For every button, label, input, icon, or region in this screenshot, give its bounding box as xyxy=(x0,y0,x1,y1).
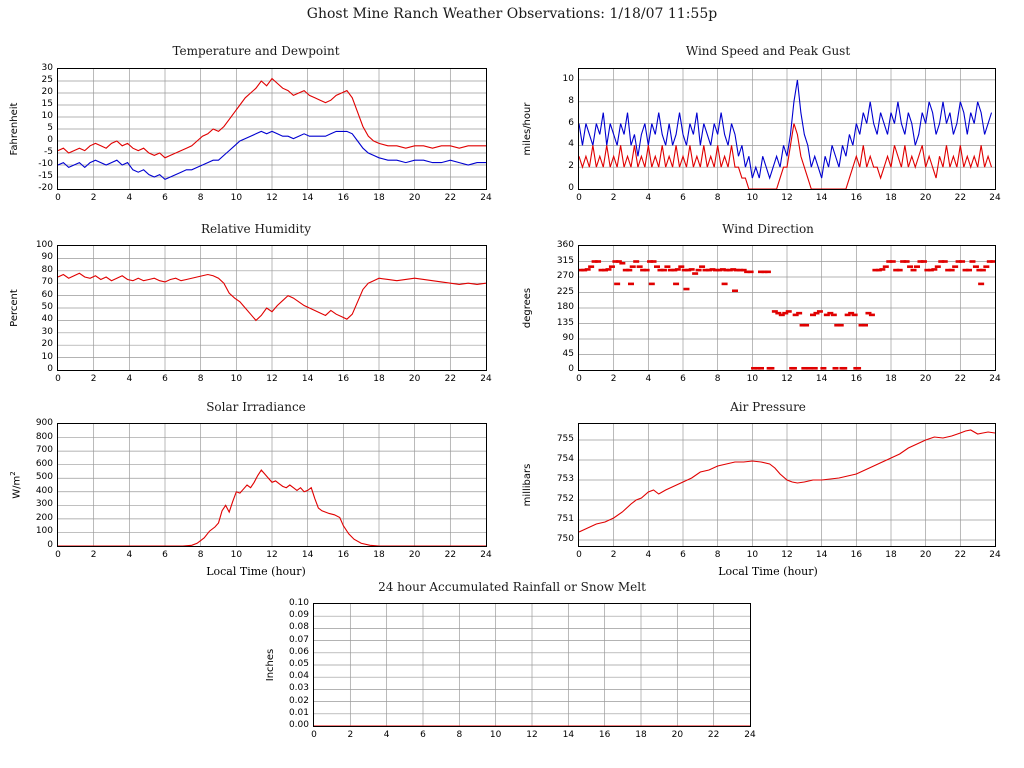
x-tick-label: 20 xyxy=(408,374,421,384)
x-tick-label: 14 xyxy=(815,550,828,560)
x-tick-label: 8 xyxy=(197,550,204,560)
x-tick-label: 0 xyxy=(55,550,61,560)
x-tick-label: 8 xyxy=(714,550,721,560)
y-tick-label: 0 xyxy=(47,135,53,145)
x-tick-label: 22 xyxy=(444,374,457,384)
y-tick-label: 15 xyxy=(41,99,53,109)
x-tick-label: 6 xyxy=(680,193,686,203)
x-tick-label: 6 xyxy=(680,550,686,560)
x-tick-label: 4 xyxy=(645,550,652,560)
x-tick-label: 4 xyxy=(126,550,133,560)
x-tick-label: 16 xyxy=(850,193,863,203)
y-tick-label: 0.07 xyxy=(288,634,309,645)
x-tick-label: 20 xyxy=(919,193,932,203)
x-tick-label: 14 xyxy=(815,374,828,384)
y-tick-label: 900 xyxy=(35,418,53,428)
y-tick-label: 6 xyxy=(568,117,574,128)
y-axis-label: Percent xyxy=(9,289,20,327)
y-axis-label: millibars xyxy=(522,463,533,507)
x-tick-label: 20 xyxy=(919,374,932,384)
y-tick-label: 0.03 xyxy=(288,683,309,694)
y-tick-label: -5 xyxy=(44,147,53,157)
y-tick-label: 0.10 xyxy=(288,598,309,608)
x-tick-label: 4 xyxy=(126,193,133,203)
y-tick-label: 45 xyxy=(562,348,574,359)
y-axis-label: Inches xyxy=(265,648,276,682)
x-tick-label: 8 xyxy=(714,374,721,384)
x-tick-label: 16 xyxy=(850,550,863,560)
y-tick-label: 50 xyxy=(41,302,53,312)
x-tick-label: 12 xyxy=(781,193,793,203)
y-tick-label: 10 xyxy=(562,73,574,84)
y-tick-label: 360 xyxy=(556,240,574,250)
y-tick-label: -20 xyxy=(38,183,53,193)
y-tick-label: 751 xyxy=(556,514,574,524)
x-tick-label: 6 xyxy=(680,374,686,384)
x-tick-label: 22 xyxy=(954,550,967,560)
x-tick-label: 16 xyxy=(337,550,350,560)
y-tick-label: 30 xyxy=(41,326,53,337)
y-tick-label: 8 xyxy=(568,95,574,106)
y-tick-label: 225 xyxy=(556,286,574,297)
x-tick-label: 22 xyxy=(444,550,457,560)
x-tick-label: 14 xyxy=(301,193,314,203)
x-tick-label: 0 xyxy=(576,374,582,384)
plot-box-humidity xyxy=(57,245,487,371)
x-tick-label: 2 xyxy=(90,550,97,560)
y-tick-label: 180 xyxy=(556,302,574,312)
y-tick-label: 0 xyxy=(568,364,574,374)
x-tick-label: 20 xyxy=(408,550,421,560)
x-tick-label: 14 xyxy=(301,550,314,560)
y-tick-label: 0 xyxy=(568,183,574,193)
x-tick-label: 2 xyxy=(610,550,617,560)
y-tick-label: 20 xyxy=(41,339,53,350)
x-tick-label: 6 xyxy=(162,193,168,203)
x-tick-label: 18 xyxy=(373,550,385,560)
x-tick-label: 6 xyxy=(162,374,168,384)
y-tick-label: 5 xyxy=(47,123,53,133)
x-tick-label: 20 xyxy=(671,730,684,740)
x-tick-label: 24 xyxy=(480,550,492,560)
y-tick-label: 0 xyxy=(47,540,53,550)
y-tick-label: 10 xyxy=(41,111,53,121)
x-tick-label: 2 xyxy=(347,730,354,740)
x-tick-label: 4 xyxy=(383,730,390,740)
y-tick-label: 30 xyxy=(41,63,53,73)
y-tick-label: 25 xyxy=(41,75,53,85)
y-tick-label: 753 xyxy=(556,474,574,484)
x-tick-label: 18 xyxy=(373,193,385,203)
x-tick-label: 0 xyxy=(55,193,61,203)
x-tick-label: 0 xyxy=(311,730,317,740)
x-tick-label: 10 xyxy=(746,193,759,203)
x-tick-label: 12 xyxy=(266,550,278,560)
x-tick-label: 6 xyxy=(420,730,426,740)
plot-box-wind xyxy=(578,68,996,190)
x-tick-label: 0 xyxy=(576,550,582,560)
x-tick-label: 18 xyxy=(885,193,897,203)
chart-title: Wind Speed and Peak Gust xyxy=(685,44,851,58)
y-tick-label: 754 xyxy=(556,454,574,464)
plot-box-solar xyxy=(57,423,487,547)
y-tick-label: 0.02 xyxy=(288,695,309,706)
y-axis-label: miles/hour xyxy=(522,102,533,156)
y-tick-label: 2 xyxy=(568,161,574,172)
y-tick-label: 0.06 xyxy=(288,646,309,657)
chart-title: Solar Irradiance xyxy=(206,400,306,414)
x-tick-label: 18 xyxy=(885,550,897,560)
plot-box-winddir xyxy=(578,245,996,371)
y-tick-label: 800 xyxy=(35,431,53,442)
x-tick-label: 2 xyxy=(610,193,617,203)
y-tick-label: 755 xyxy=(556,434,574,444)
y-tick-label: 0.08 xyxy=(288,622,309,633)
x-tick-label: 6 xyxy=(162,550,168,560)
x-axis-label: Local Time (hour) xyxy=(718,565,818,578)
y-tick-label: 0.09 xyxy=(288,610,309,621)
x-tick-label: 14 xyxy=(815,193,828,203)
x-tick-label: 10 xyxy=(230,374,243,384)
y-tick-label: 40 xyxy=(41,314,53,325)
y-tick-label: 10 xyxy=(41,351,53,362)
x-tick-label: 8 xyxy=(197,374,204,384)
y-tick-label: 90 xyxy=(41,252,53,263)
x-tick-label: 10 xyxy=(746,374,759,384)
chart-title: Air Pressure xyxy=(730,400,806,414)
y-tick-label: 200 xyxy=(35,512,53,523)
x-tick-label: 22 xyxy=(954,374,967,384)
y-axis-label: Fahrenheit xyxy=(9,102,20,156)
chart-title: 24 hour Accumulated Rainfall or Snow Melt xyxy=(378,580,646,594)
y-tick-label: 270 xyxy=(556,271,574,281)
x-tick-label: 10 xyxy=(746,550,759,560)
x-tick-label: 12 xyxy=(266,193,278,203)
x-tick-label: 4 xyxy=(645,374,652,384)
x-tick-label: 4 xyxy=(126,374,133,384)
x-tick-label: 10 xyxy=(230,193,243,203)
y-tick-label: 315 xyxy=(556,255,574,266)
y-tick-label: 135 xyxy=(556,317,574,328)
x-tick-label: 4 xyxy=(645,193,652,203)
y-tick-label: 0.04 xyxy=(288,671,309,682)
x-axis-label: Local Time (hour) xyxy=(206,565,306,578)
y-tick-label: 100 xyxy=(35,240,53,250)
x-tick-label: 22 xyxy=(954,193,967,203)
chart-title: Temperature and Dewpoint xyxy=(172,44,340,58)
plot-box-rainfall xyxy=(313,603,751,727)
x-tick-label: 8 xyxy=(197,193,204,203)
x-tick-label: 12 xyxy=(781,550,793,560)
x-tick-label: 20 xyxy=(408,193,421,203)
x-tick-label: 22 xyxy=(444,193,457,203)
x-tick-label: 24 xyxy=(480,374,492,384)
x-tick-label: 18 xyxy=(635,730,647,740)
x-tick-label: 0 xyxy=(55,374,61,384)
y-axis-label: $W/m^2$ xyxy=(9,471,23,499)
y-axis-label: degrees xyxy=(522,287,533,329)
y-tick-label: 100 xyxy=(35,526,53,537)
chart-title: Wind Direction xyxy=(722,222,814,236)
y-tick-label: -15 xyxy=(38,171,53,181)
x-tick-label: 16 xyxy=(850,374,863,384)
y-tick-label: 752 xyxy=(556,494,574,504)
x-tick-label: 10 xyxy=(489,730,502,740)
chart-title: Relative Humidity xyxy=(200,222,311,236)
y-tick-label: 0 xyxy=(47,364,53,374)
y-tick-label: 80 xyxy=(41,264,53,275)
y-tick-label: 700 xyxy=(35,445,53,456)
x-tick-label: 24 xyxy=(989,550,1001,560)
x-tick-label: 2 xyxy=(90,374,97,384)
y-tick-label: -10 xyxy=(38,159,53,169)
x-tick-label: 16 xyxy=(337,374,350,384)
x-tick-label: 12 xyxy=(526,730,538,740)
y-tick-label: 0.00 xyxy=(288,720,309,730)
x-tick-label: 24 xyxy=(480,193,492,203)
page-title: Ghost Mine Ranch Weather Observations: 1/18/07 11:55p xyxy=(306,6,718,22)
x-tick-label: 10 xyxy=(230,550,243,560)
y-tick-label: 20 xyxy=(41,87,53,97)
y-tick-label: 300 xyxy=(35,499,53,510)
x-tick-label: 12 xyxy=(781,374,793,384)
x-tick-label: 14 xyxy=(301,374,314,384)
x-tick-label: 18 xyxy=(373,374,385,384)
y-tick-label: 750 xyxy=(556,534,574,544)
plot-box-temp xyxy=(57,68,487,190)
x-tick-label: 24 xyxy=(744,730,756,740)
x-tick-label: 16 xyxy=(337,193,350,203)
y-tick-label: 4 xyxy=(568,139,574,150)
x-tick-label: 8 xyxy=(456,730,463,740)
plot-box-pressure xyxy=(578,423,996,547)
x-tick-label: 20 xyxy=(919,550,932,560)
x-tick-label: 2 xyxy=(610,374,617,384)
y-tick-label: 0.01 xyxy=(288,707,309,718)
x-tick-label: 0 xyxy=(576,193,582,203)
x-tick-label: 12 xyxy=(266,374,278,384)
x-tick-label: 24 xyxy=(989,193,1001,203)
x-tick-label: 8 xyxy=(714,193,721,203)
y-tick-label: 90 xyxy=(562,333,574,343)
x-tick-label: 18 xyxy=(885,374,897,384)
y-tick-label: 400 xyxy=(35,485,53,496)
x-tick-label: 16 xyxy=(598,730,611,740)
x-tick-label: 24 xyxy=(989,374,1001,384)
x-tick-label: 22 xyxy=(707,730,720,740)
x-tick-label: 2 xyxy=(90,193,97,203)
y-tick-label: 600 xyxy=(35,458,53,469)
y-tick-label: 0.05 xyxy=(288,659,309,669)
x-tick-label: 14 xyxy=(562,730,575,740)
y-tick-label: 70 xyxy=(41,277,53,288)
y-tick-label: 500 xyxy=(35,472,53,483)
y-tick-label: 60 xyxy=(41,289,53,300)
